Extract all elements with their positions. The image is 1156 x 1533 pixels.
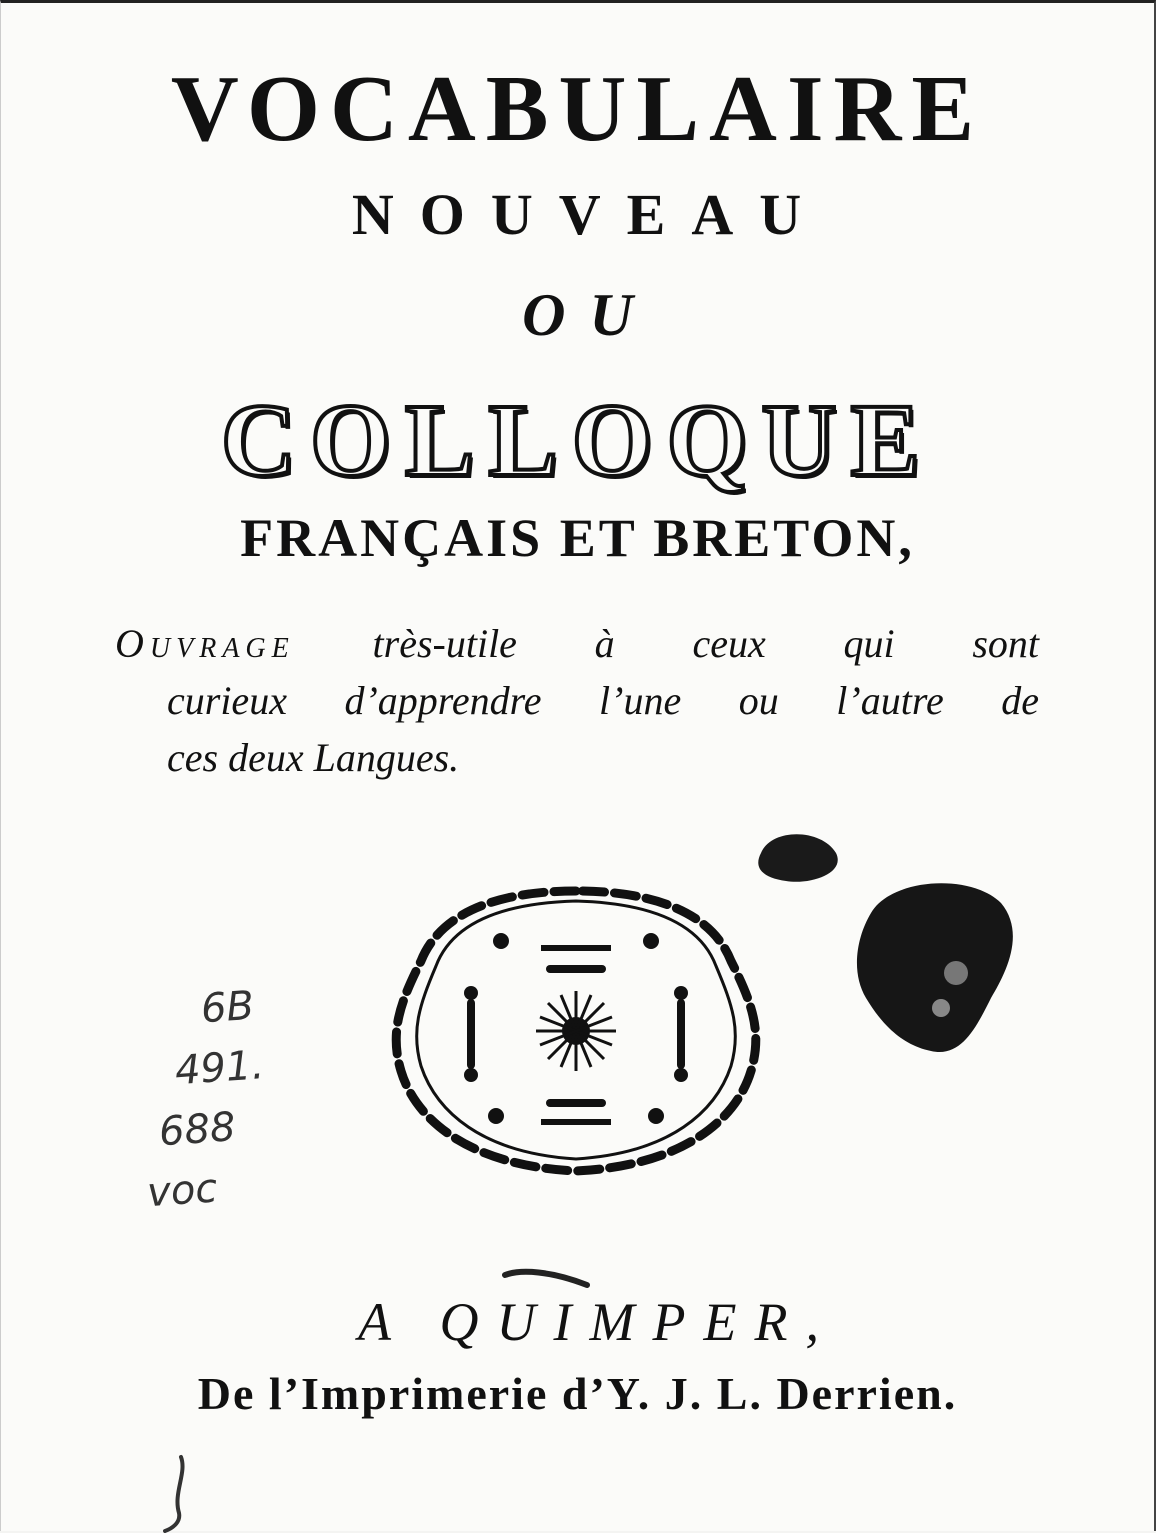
- ink-stain: [741, 823, 1021, 1073]
- margin-ink-mark: [151, 1453, 211, 1533]
- title-colloque: COLLOQUE: [221, 383, 934, 498]
- description-line-1-text: très-utile à ceux qui sont: [372, 621, 1040, 666]
- shelfmark-line-1: 6B: [199, 982, 256, 1033]
- shelfmark-line-2: 491.: [173, 1042, 266, 1095]
- description-lead-word: Ouvrage: [115, 621, 295, 666]
- handwritten-shelfmark: [147, 978, 297, 1218]
- imprint-printer: De l’Imprimerie d’Y. J. L. Derrien.: [197, 1368, 958, 1419]
- title-ou: OU: [522, 282, 657, 348]
- shelfmark-line-3: 688: [157, 1104, 237, 1156]
- ink-scratch: [501, 1265, 591, 1293]
- title-francais-et-breton: FRANÇAIS ET BRETON,: [240, 508, 915, 568]
- description-line-1: [115, 615, 1039, 672]
- description: [115, 615, 1039, 786]
- description-line-2: curieux d’apprendre l’une ou l’autre de: [167, 678, 1039, 723]
- imprint-place: A QUIMPER,: [358, 1292, 837, 1352]
- shelfmark-line-4: voc: [145, 1165, 219, 1217]
- description-line-3: ces deux Langues.: [167, 735, 460, 780]
- title-nouveau: NOUVEAU: [351, 182, 828, 247]
- title-vocabulaire: VOCABULAIRE: [170, 57, 985, 161]
- printers-ornament: [381, 881, 771, 1181]
